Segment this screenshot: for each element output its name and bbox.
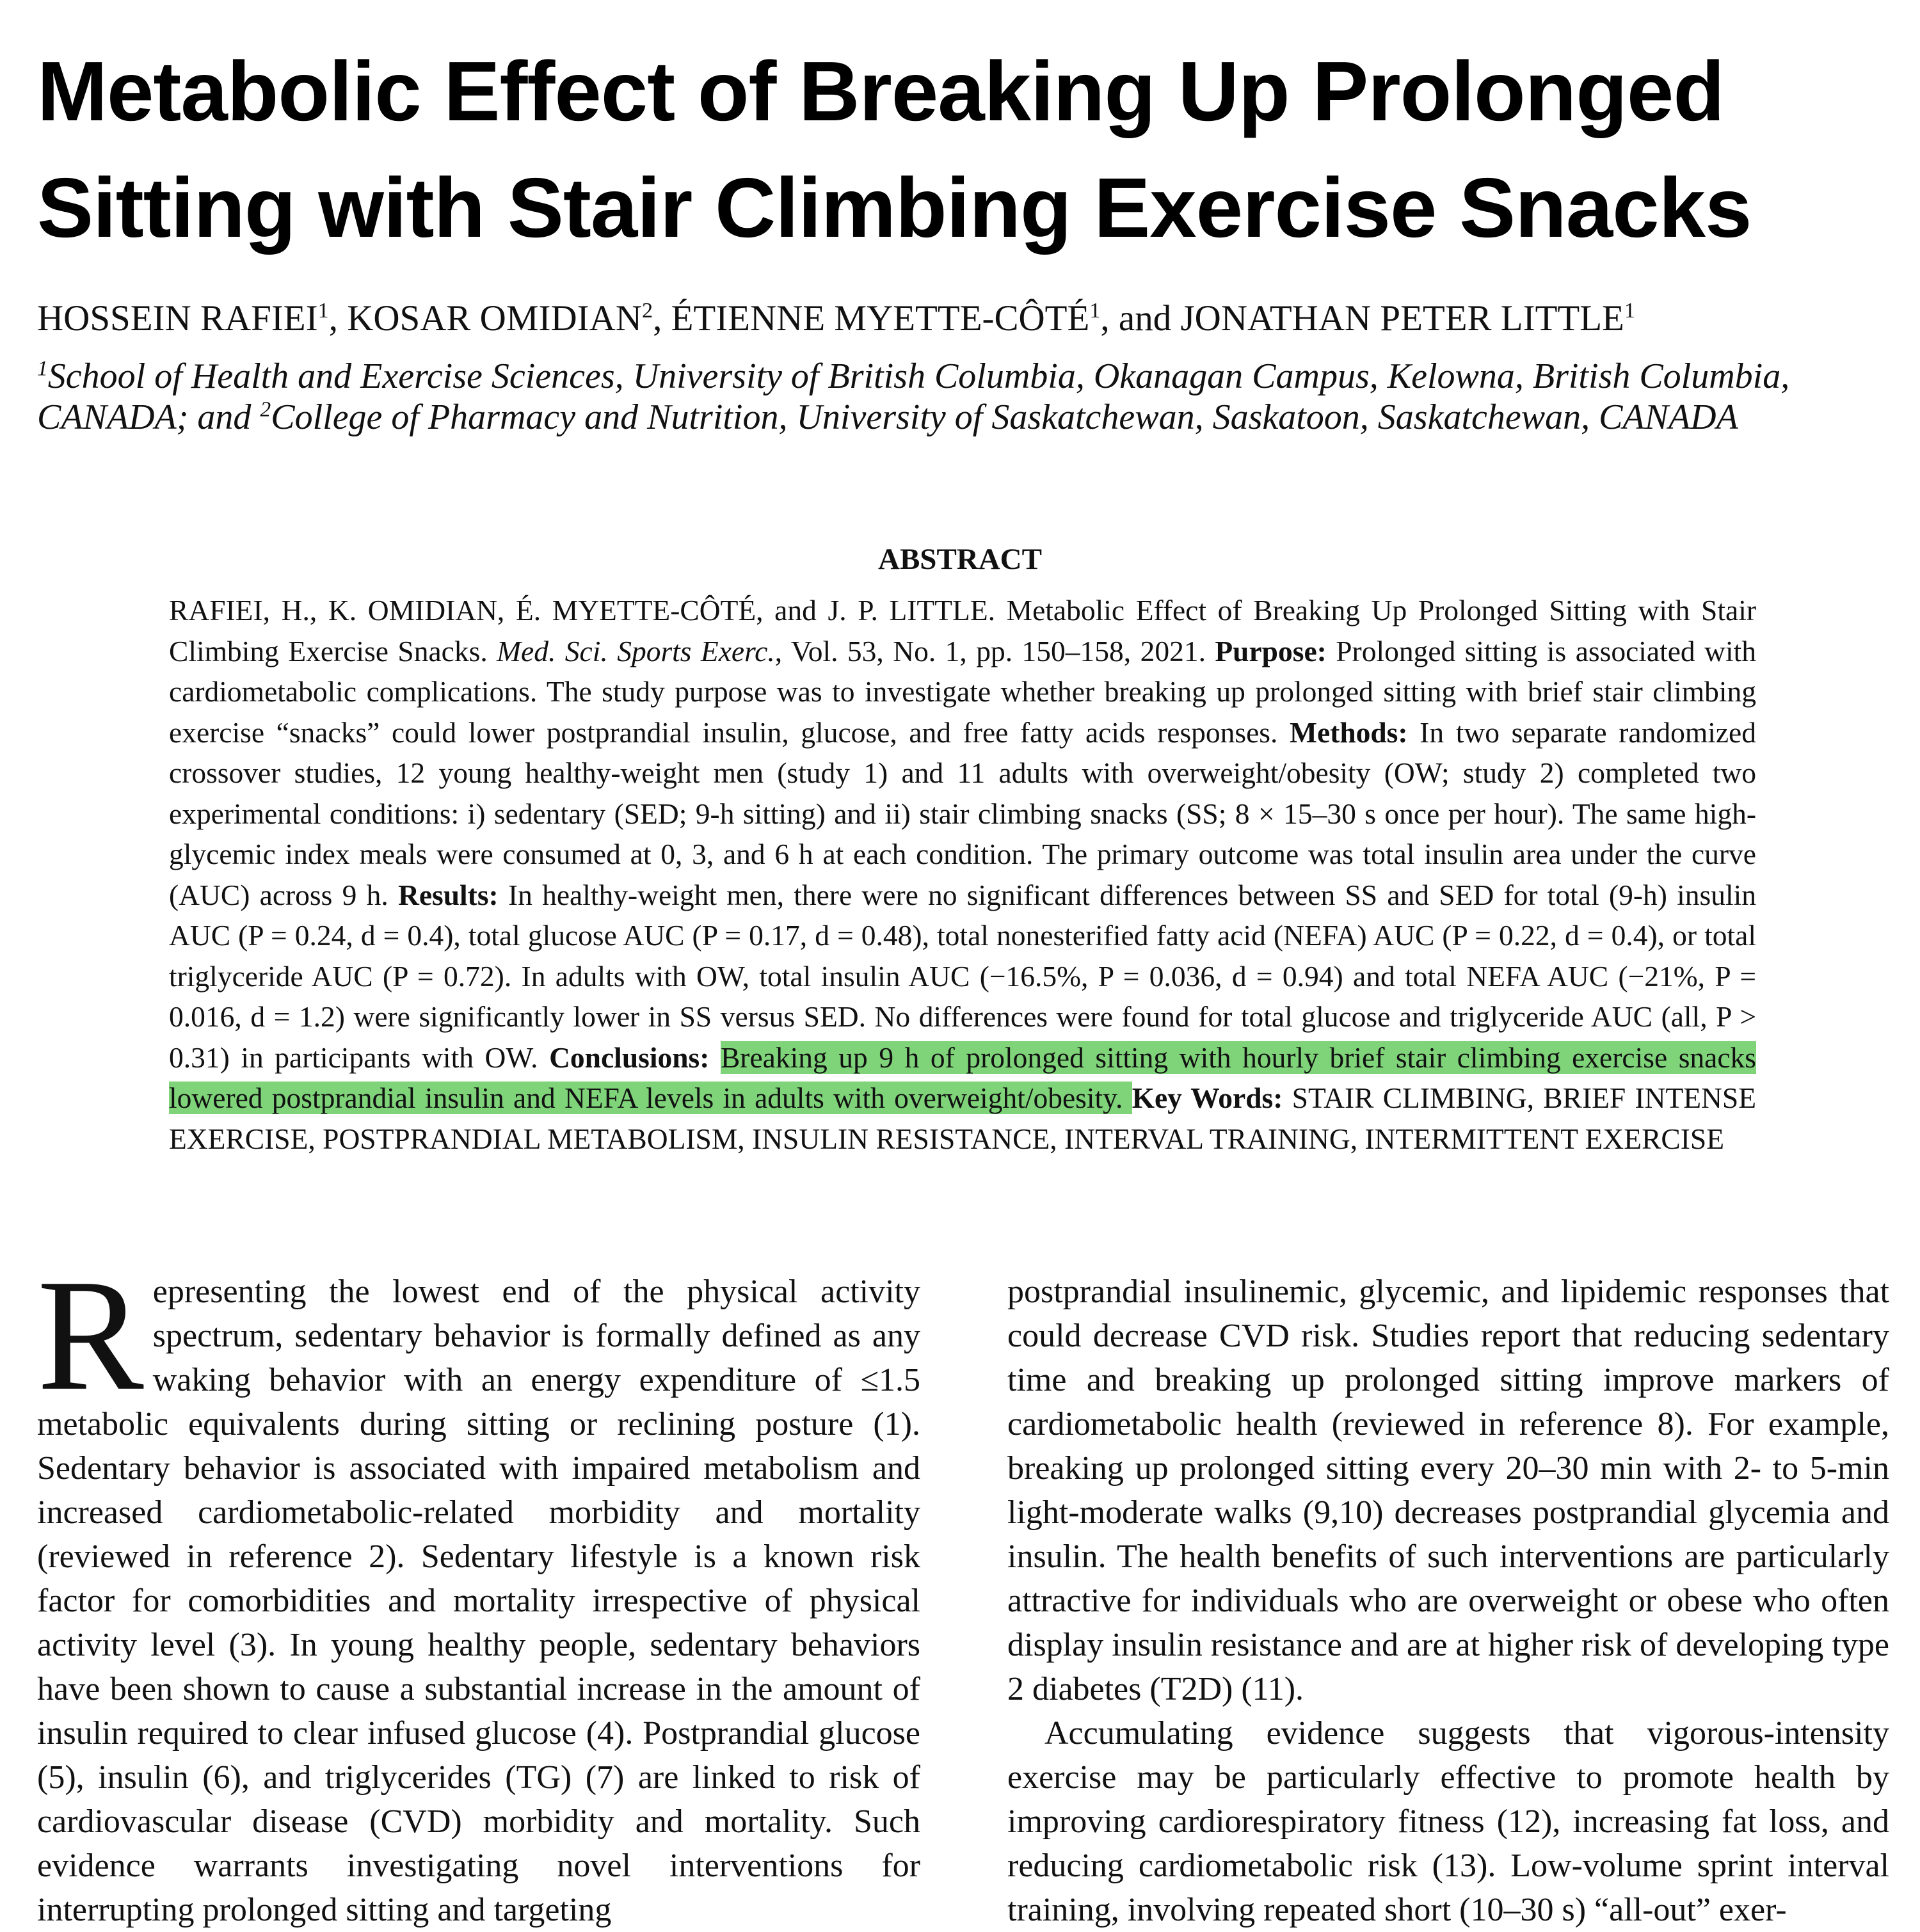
title-line-2: Sitting with Stair Climbing Exercise Snacks bbox=[37, 161, 1752, 255]
body-paragraph: Accumulating evidence suggests that vigorous-intensity exercise may be particularly effective to promote health by improving cardiorespiratory fitness (12), increasing fat loss, and reducing cardiometabolic risk (13). Low-volume sprint interval training, involving repeated short (10–30 s) “all-out” exer- bbox=[1007, 1715, 1889, 1928]
methods-text: In two separate randomized crossover studies, 12 young healthy-weight men (study 1) and 11 adults with overweight/obesity (OW; study 2) completed two experimental conditions: i) sedentary (SED; 9-h sitting) and ii) stair climbing snacks (SS; 8 × 15–30 s once per hour). The same high-glycemic index meals were consumed at 0, 3, and 6 h at each condition. The primary outcome was total insulin area under the curve (AUC) across 9 h. bbox=[169, 715, 1757, 911]
abstract-heading: ABSTRACT bbox=[878, 543, 1042, 576]
purpose-text: Prolonged sitting is associated with cardiometabolic complications. The study purpose was to investigate whether breaking up prolonged sitting with brief stair climbing exercise “snacks” could lower postprandial insulin, glucose, and free fatty acids responses. bbox=[169, 634, 1757, 749]
keywords-text: STAIR CLIMBING, BRIEF INTENSE EXERCISE, POSTPRANDIAL METABOLISM, INSULIN RESISTANCE, INTERVAL TRAINING, INTERMITTENT EXERCISE bbox=[169, 1082, 1757, 1155]
drop-cap: R bbox=[37, 1247, 144, 1424]
purpose-label: Purpose: bbox=[1215, 634, 1327, 667]
body-column-left bbox=[37, 1247, 920, 1932]
conclusions-label: Conclusions: bbox=[549, 1041, 710, 1074]
intro-paragraph bbox=[37, 1247, 920, 1932]
author-name: ÉTIENNE MYETTE-CÔTÉ bbox=[671, 298, 1090, 339]
affiliation-marker: 1 bbox=[1624, 299, 1635, 323]
body-paragraph: postprandial insulinemic, glycemic, and lipidemic responses that could decrease CVD risk. Studies report that reducing sedentary time and breaking up prolonged sitting improve markers of cardiometabolic health (reviewed in reference 8). For example, breaking up prolonged sitting every 20–30 min with 2- to 5-min light-moderate walks (9,10) decreases postprandial glycemia and insulin. The health benefits of such interventions are particularly attractive for individuals who are overweight or obese who often display insulin resistance and are at higher risk of developing type 2 diabetes (T2D) (11). bbox=[1007, 1273, 1889, 1707]
affiliation-marker: 1 bbox=[317, 299, 329, 323]
author-name: KOSAR OMIDIAN bbox=[347, 298, 642, 339]
body-column-right bbox=[1007, 1270, 1889, 1932]
affiliation-marker: 1 bbox=[37, 356, 48, 381]
conclusions-text-highlighted[interactable]: Breaking up 9 h of prolonged sitting with hourly brief stair climbing exercise snacks lowered postprandial insulin and NEFA levels in adults with overweight/obesity. bbox=[169, 1041, 1756, 1114]
author-name: HOSSEIN RAFIEI bbox=[37, 298, 318, 339]
keywords-label: Key Words: bbox=[1132, 1082, 1283, 1114]
intro-text: epresenting the lowest end of the physical activity spectrum, sedentary behavior is formally defined as any waking behavior with an energy expenditure of ≤1.5 metabolic equivalents during sitting or reclining posture (1). Sedentary behavior is associated with impaired metabolism and increased cardiometabolic-related morbidity and mortality (reviewed in reference 2). Sedentary lifestyle is a known risk factor for comorbidities and mortality irrespective of physical activity level (3). In young healthy people, sedentary behaviors have been shown to cause a substantial increase in the amount of insulin required to clear infused glucose (4). Postprandial glucose (5), insulin (6), and triglycerides (TG) (7) are linked to risk of cardiovascular disease (CVD) morbidity and mortality. Such evidence warrants investigating novel interventions for interrupting prolonged sitting and targeting bbox=[37, 1273, 920, 1928]
affiliation-marker: 2 bbox=[260, 397, 271, 422]
affiliation-marker: 2 bbox=[641, 299, 653, 323]
methods-label: Methods: bbox=[1290, 715, 1408, 749]
affiliation-2: College of Pharmacy and Nutrition, University of Saskatchewan, Saskatoon, Saskatchewan, CANADA bbox=[271, 397, 1738, 437]
affiliation-marker: 1 bbox=[1089, 299, 1101, 323]
citation: RAFIEI, H., K. OMIDIAN, É. MYETTE-CÔTÉ, and J. P. LITTLE. Metabolic Effect of Breaking Up Prolonged Sitting with Stair Climbing Exercise Snacks. bbox=[169, 594, 1756, 667]
abstract-body bbox=[169, 590, 1756, 1159]
paper-title bbox=[37, 33, 1880, 266]
title-line-1: Metabolic Effect of Breaking Up Prolonged bbox=[37, 44, 1724, 138]
affiliations bbox=[37, 356, 1880, 438]
journal-name: Med. Sci. Sports Exerc. bbox=[497, 634, 775, 667]
results-label: Results: bbox=[397, 878, 499, 911]
author-list: HOSSEIN RAFIEI$^1$, KOSAR OMIDIAN$^2$, ÉTIENNE MYETTE-CÔTÉ$^1$, and JONATHAN PETER LITTLE$^1$ bbox=[37, 298, 1635, 339]
citation-details: , Vol. 53, No. 1, pp. 150–158, 2021. bbox=[774, 634, 1215, 667]
author-name: JONATHAN PETER LITTLE bbox=[1180, 298, 1624, 339]
results-text: In healthy-weight men, there were no significant differences between SS and SED for total (9-h) insulin AUC (P = 0.24, d = 0.4), total glucose AUC (P = 0.17, d = 0.48), total nonesterified fatty acid (NEFA) AUC (P = 0.22, d = 0.4), or total triglyceride AUC (P = 0.72). In adults with OW, total insulin AUC (−16.5%, P = 0.036, d = 0.94) and total NEFA AUC (−21%, P = 0.016, d = 1.2) were significantly lower in SS versus SED. No differences were found for total glucose and triglyceride AUC (all, P > 0.31) in participants with OW. bbox=[169, 878, 1757, 1074]
affiliation-1: School of Health and Exercise Sciences, University of British Columbia, Okanagan Campus, Kelowna, British Columbia, CANADA; and bbox=[37, 356, 1790, 437]
